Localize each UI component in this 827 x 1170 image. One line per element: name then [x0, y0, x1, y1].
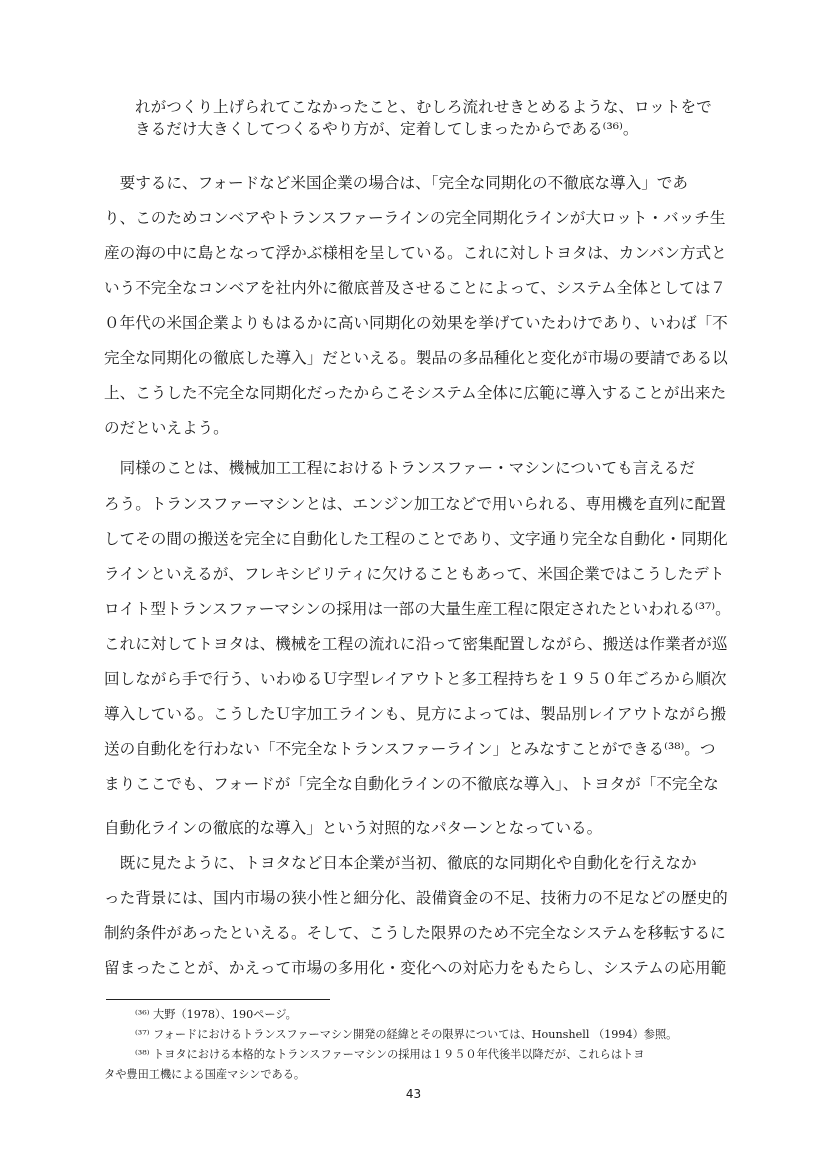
body-text-line: 同様のことは、機械加工工程におけるトランスファー・マシンについても言えるだ [104, 459, 696, 477]
body-text-line: り、このためコンベアやトランスファーラインの完全同期化ラインが大ロット・バッチ生 [104, 209, 726, 227]
page-number: 43 [405, 1087, 422, 1101]
body-text-line: 自動化ラインの徹底的な導入」という対照的なパターンとなっている。 [104, 819, 603, 837]
body-text-line: 導入している。こうしたＵ字加工ラインも、見方によっては、製品別レイアウトながら搬 [104, 705, 727, 723]
body-text-line: ロイト型トランスファーマシンの採用は一部の大量生産工程に限定されたといわれる⁽³⁷⁾。 [104, 600, 731, 618]
body-text-line: 制約条件があったといえる。そして、こうした限界のため不完全なシステムを移転するに [104, 924, 726, 942]
body-text-line: 既に見たように、トヨタなど日本企業が当初、徹底的な同期化や自動化を行えなか [104, 854, 697, 872]
body-text-line: これに対してトヨタは、機械を工程の流れに沿って密集配置しながら、搬送は作業者が巡 [104, 635, 728, 653]
body-text-line: 完全な同期化の徹底した導入」だといえる。製品の多品種化と変化が市場の要請である以 [104, 349, 728, 367]
footnote: タや豊田工機による国産マシンである。 [104, 1068, 306, 1081]
body-text-line: 要するに、フォードなど米国企業の場合は、「完全な同期化の不徹底な導入」であ [104, 174, 688, 192]
body-text-line: 産の海の中に島となって浮かぶ様相を呈している。これに対しトヨタは、カンバン方式と [104, 244, 727, 262]
body-text-line: ろう。トランスファーマシンとは、エンジン加工などで用いられる、専用機を直列に配置 [104, 495, 726, 513]
body-text-line: きるだけ大きくしてつくるやり方が、定着してしまったからである⁽³⁶⁾。 [135, 120, 639, 138]
footnote: ⁽³⁸⁾ トヨタにおける本格的なトランスファーマシンの採用は１９５０年代後半以降だが、これらはトヨ [135, 1048, 645, 1061]
footnote: ⁽³⁶⁾ 大野（1978）、190ページ。 [135, 1008, 297, 1021]
body-text-line: 回しながら手で行う、いわゆるＵ字型レイアウトと多工程持ちを１９５０年ごろから順次 [104, 670, 727, 688]
body-text-line: った背景には、国内市場の狭小性と細分化、設備資金の不足、技術力の不足などの歴史的 [104, 889, 728, 907]
body-text-line: 留まったことが、かえって市場の多用化・変化への対応力をもたらし、システムの応用範 [104, 959, 727, 977]
body-text-line: いう不完全なコンベアを社内外に徹底普及させることによって、システム全体としては７ [104, 279, 726, 297]
footnote: ⁽³⁷⁾ フォードにおけるトランスファーマシン開発の経緯とその限界については、Hounshell （1994）参照。 [135, 1028, 678, 1041]
body-text-line: 上、こうした不完全な同期化だったからこそシステム全体に広範に導入することが出来た [104, 384, 727, 402]
body-text-line: してその間の搬送を完全に自動化した工程のことであり、文字通り完全な自動化・同期化 [104, 530, 728, 548]
body-text-line: 送の自動化を行わない「不完全なトランスファーライン」とみなすことができる⁽³⁸⁾。つ [104, 740, 716, 758]
footnote-separator [106, 999, 330, 1000]
body-text-line: ラインといえるが、フレキシビリティに欠けることもあって、米国企業ではこうしたデト [104, 565, 725, 583]
body-text-line: まりここでも、フォードが「完全な自動化ラインの不徹底な導入」、トヨタが「不完全な [104, 775, 719, 793]
body-text-line: のだといえよう。 [104, 419, 229, 437]
body-text-line: れがつくり上げられてこなかったこと、むしろ流れせきとめるような、ロットをで [135, 98, 712, 116]
body-text-line: ０年代の米国企業よりもはるかに高い同期化の効果を挙げていたわけであり、いわば「不 [104, 314, 728, 332]
